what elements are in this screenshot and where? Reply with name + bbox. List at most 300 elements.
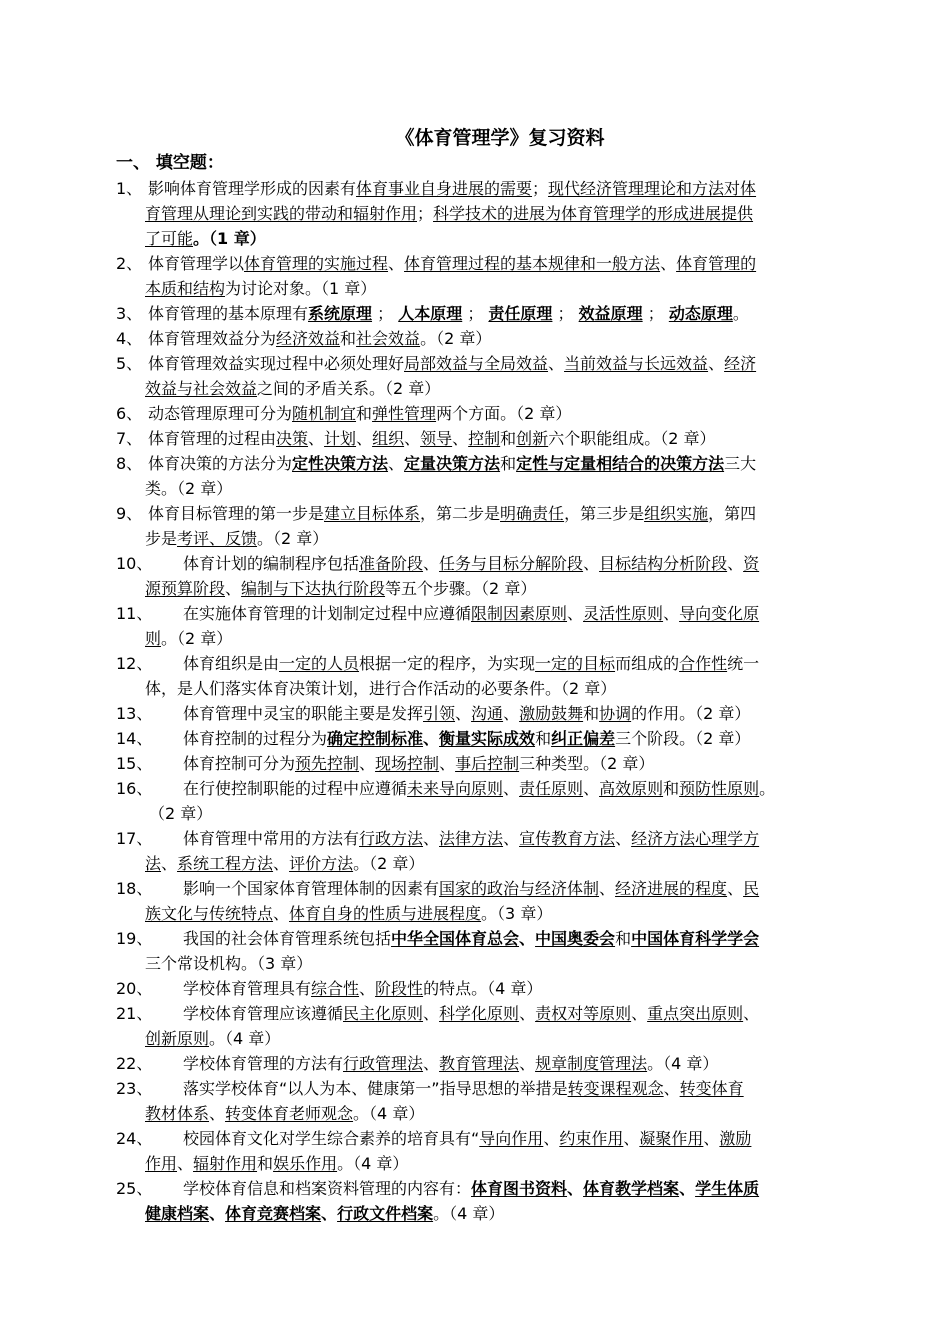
question-text: 、	[543, 1129, 560, 1148]
question-text: 、	[703, 1129, 720, 1148]
question-text: 、	[567, 1179, 584, 1198]
question-text: 、	[423, 554, 440, 573]
question-text: 、	[599, 879, 616, 898]
answer-blank: 纠正偏差	[551, 729, 616, 748]
question-text: 学校体育信息和档案资料管理的内容有：	[183, 1179, 472, 1198]
question-item	[116, 1126, 876, 1176]
question-item	[116, 301, 876, 326]
question-text: 动态管理原理可分为	[148, 404, 293, 423]
answer-blank: 随机制宜	[292, 404, 357, 423]
question-text: 和	[583, 704, 600, 723]
answer-blank: 明确责任	[500, 504, 565, 523]
question-line	[116, 1051, 876, 1076]
question-text: 校园体育文化对学生综合素养的培育具有“	[183, 1129, 480, 1148]
answer-blank: 了可能	[145, 229, 194, 248]
question-number: 3、	[116, 304, 143, 323]
answer-blank: 限制因素原则	[471, 604, 568, 623]
answer-blank: 体育图书资料	[471, 1179, 568, 1198]
question-text: 。	[732, 304, 749, 323]
question-text: 、	[660, 254, 677, 273]
question-text: 、	[548, 354, 565, 373]
question-text: 、	[423, 1004, 440, 1023]
question-text: 体育决策的方法分为	[148, 454, 293, 473]
answer-blank: 决策	[276, 429, 309, 448]
question-line	[116, 176, 876, 201]
answer-blank: 事后控制	[455, 754, 520, 773]
question-item	[116, 651, 876, 701]
question-line	[116, 701, 876, 726]
question-text: 、	[423, 829, 440, 848]
question-text: 、	[423, 729, 440, 748]
question-line	[116, 1026, 876, 1051]
question-number: 16、	[116, 779, 153, 798]
question-item	[116, 726, 876, 751]
question-line	[116, 351, 876, 376]
answer-blank: 考评、反馈	[177, 529, 258, 548]
answer-blank: 源预算阶段	[145, 579, 226, 598]
question-item	[116, 701, 876, 726]
question-line	[116, 326, 876, 351]
question-line	[116, 801, 876, 826]
answer-blank: 体育管理的实施过程	[244, 254, 389, 273]
question-item	[116, 776, 876, 826]
question-text: 、	[743, 1004, 760, 1023]
question-line	[116, 201, 876, 226]
question-text: ，第二步是	[420, 504, 501, 523]
question-text: 落实学校体育“以人为本、健康第一”指导思想的举措是	[183, 1079, 568, 1098]
question-item	[116, 1051, 876, 1076]
question-text: 体育管理中灵宝的职能主要是发挥	[183, 704, 424, 723]
question-number: 17、	[116, 829, 153, 848]
question-text: 。（2 章）	[353, 854, 425, 873]
answer-blank: 定性决策方法	[292, 454, 389, 473]
question-number: 6、	[116, 404, 143, 423]
question-text: 体育管理效益实现过程中必须处理好	[148, 354, 405, 373]
answer-blank: 激励	[719, 1129, 752, 1148]
question-text: 、	[519, 929, 536, 948]
question-text: 和	[340, 329, 357, 348]
question-text: 的特点。（4 章）	[423, 979, 543, 998]
answer-blank: 控制	[468, 429, 501, 448]
answer-blank: 现代经济管理理论和方法对体	[548, 179, 757, 198]
question-text: 、	[308, 429, 325, 448]
answer-blank: 中国体育科学学会	[631, 929, 760, 948]
question-item	[116, 1176, 876, 1226]
question-item	[116, 451, 876, 501]
question-line	[116, 976, 876, 1001]
question-text: 影响一个国家体育管理体制的因素有	[183, 879, 440, 898]
answer-blank: 责任原则	[519, 779, 584, 798]
question-text: 、	[679, 1179, 696, 1198]
answer-blank: 体育竞赛档案	[225, 1204, 322, 1223]
question-text: 。（2 章）	[420, 329, 492, 348]
question-text: 在实施体育管理的计划制定过程中应遵循	[183, 604, 472, 623]
question-text: 、	[404, 429, 421, 448]
question-text: 、	[209, 1204, 226, 1223]
question-text: 体育管理效益分为	[148, 329, 277, 348]
question-text: 、	[623, 1129, 640, 1148]
question-item	[116, 176, 876, 251]
question-text: 、	[503, 704, 520, 723]
answer-blank: 组织实施	[644, 504, 709, 523]
answer-blank: 导向作用	[479, 1129, 544, 1148]
answer-blank: 规章制度管理法	[535, 1054, 648, 1073]
question-text: 。（4 章）	[647, 1054, 719, 1073]
answer-blank: 一定的目标	[535, 654, 616, 673]
question-item	[116, 251, 876, 301]
question-text: 、	[615, 829, 632, 848]
question-number: 9、	[116, 504, 143, 523]
question-line	[116, 551, 876, 576]
question-number: 21、	[116, 1004, 153, 1023]
answer-blank: 协调	[599, 704, 632, 723]
question-text: 和	[257, 1154, 274, 1173]
answer-blank: 效益与社会效益	[145, 379, 258, 398]
question-text: 统一	[727, 654, 760, 673]
answer-blank: 评价方法	[289, 854, 354, 873]
question-text: 学校体育管理应该遵循	[183, 1004, 344, 1023]
answer-blank: 经济方法心理学方	[631, 829, 760, 848]
question-text: 体育管理中常用的方法有	[183, 829, 360, 848]
question-text: （2 章）	[149, 804, 213, 823]
answer-blank: 行政方法	[359, 829, 424, 848]
question-line	[116, 1101, 876, 1126]
answer-blank: 未来导向原则	[407, 779, 504, 798]
answer-blank: 本质和结构	[145, 279, 226, 298]
answer-blank: 作用	[145, 1154, 178, 1173]
answer-blank: 目标结构分析阶段	[599, 554, 728, 573]
question-number: 15、	[116, 754, 153, 773]
answer-blank: 教材体系	[145, 1104, 210, 1123]
question-text: 、	[519, 1054, 536, 1073]
answer-blank: 创新原则	[145, 1029, 210, 1048]
answer-blank: 科学化原则	[439, 1004, 520, 1023]
answer-blank: 学生体质	[695, 1179, 760, 1198]
answer-blank: 创新	[516, 429, 549, 448]
question-text: 为讨论对象。（1 章）	[225, 279, 377, 298]
question-line	[116, 901, 876, 926]
question-number: 23、	[116, 1079, 153, 1098]
question-text: 。（1 章）	[193, 229, 266, 248]
question-text: 体育目标管理的第一步是	[148, 504, 325, 523]
answer-blank: 计划	[324, 429, 357, 448]
answer-blank: 重点突出原则	[647, 1004, 744, 1023]
question-text: 、	[727, 879, 744, 898]
question-text: 、	[209, 1104, 226, 1123]
question-line	[116, 1076, 876, 1101]
question-text: 三个常设机构。（3 章）	[145, 954, 313, 973]
question-number: 22、	[116, 1054, 153, 1073]
question-line	[116, 1151, 876, 1176]
question-line	[116, 1176, 876, 1201]
answer-blank: 系统原理	[308, 304, 373, 323]
question-text: 体，是人们落实体育决策计划，进行合作活动的必要条件。（2 章）	[145, 679, 617, 698]
answer-blank: 局部效益与全局效益	[404, 354, 549, 373]
question-line	[116, 951, 876, 976]
question-line	[116, 376, 876, 401]
answer-blank: 动态原理	[668, 304, 733, 323]
question-text: 三个阶段。（2 章）	[615, 729, 751, 748]
question-text: 等五个步骤。（2 章）	[385, 579, 537, 598]
question-line	[116, 251, 876, 276]
question-text: 、	[321, 1204, 338, 1223]
answer-blank: 辐射作用	[193, 1154, 258, 1173]
answer-blank: 体育事业自身进展的需要	[356, 179, 533, 198]
question-text: 、	[388, 254, 405, 273]
question-text: 、	[503, 779, 520, 798]
answer-blank: 系统工程方法	[177, 854, 274, 873]
question-text: 、	[177, 1154, 194, 1173]
question-line	[116, 226, 876, 251]
question-line	[116, 276, 876, 301]
question-item	[116, 751, 876, 776]
question-text: 、	[359, 979, 376, 998]
question-line	[116, 626, 876, 651]
question-item	[116, 876, 876, 926]
question-line	[116, 651, 876, 676]
answer-blank: 中国奥委会	[535, 929, 616, 948]
question-number: 20、	[116, 979, 153, 998]
answer-blank: 建立目标体系	[324, 504, 421, 523]
question-text: ；	[532, 179, 549, 198]
question-text: 体育管理的过程由	[148, 429, 277, 448]
question-line	[116, 476, 876, 501]
question-text: 体育计划的编制程序包括	[183, 554, 360, 573]
answer-blank: 综合性	[311, 979, 360, 998]
question-text: ，第四	[708, 504, 757, 523]
question-item	[116, 1076, 876, 1126]
question-item	[116, 1001, 876, 1051]
question-text: 和	[663, 779, 680, 798]
question-text: 步是	[145, 529, 178, 548]
answer-blank: 现场控制	[375, 754, 440, 773]
question-number: 7、	[116, 429, 143, 448]
question-text: 。（2 章）	[257, 529, 329, 548]
question-line	[116, 726, 876, 751]
question-text: 、	[503, 829, 520, 848]
answer-blank: 高效原则	[599, 779, 664, 798]
question-number: 24、	[116, 1129, 153, 1148]
question-text: 、	[631, 1004, 648, 1023]
question-line	[116, 851, 876, 876]
answer-blank: 民主化原则	[343, 1004, 424, 1023]
question-text: 、	[161, 854, 178, 873]
answer-blank: 预防性原则	[679, 779, 760, 798]
answer-blank: 激励鼓舞	[519, 704, 584, 723]
answer-blank: 引领	[423, 704, 456, 723]
question-line	[116, 926, 876, 951]
question-item	[116, 926, 876, 976]
question-line	[116, 426, 876, 451]
question-line	[116, 1001, 876, 1026]
answer-blank: 约束作用	[559, 1129, 624, 1148]
question-text: 。（4 章）	[337, 1154, 409, 1173]
answer-blank: 国家的政治与经济体制	[439, 879, 600, 898]
answer-blank: 法	[145, 854, 162, 873]
question-text: 、	[359, 754, 376, 773]
question-text: 和	[500, 429, 517, 448]
question-item	[116, 326, 876, 351]
answer-blank: 任务与目标分解阶段	[439, 554, 584, 573]
answer-blank: 定性与定量相结合的决策方法	[516, 454, 725, 473]
question-text: 。（3 章）	[481, 904, 553, 923]
question-text: 学校体育管理的方法有	[183, 1054, 344, 1073]
answer-blank: 经济	[724, 354, 757, 373]
answer-blank: 灵活性原则	[583, 604, 664, 623]
question-text: ；	[642, 304, 669, 323]
answer-blank: 族文化与传统特点	[145, 904, 274, 923]
question-line	[116, 451, 876, 476]
question-number: 2、	[116, 254, 143, 273]
answer-blank: 转变体育老师观念	[225, 1104, 354, 1123]
question-item	[116, 426, 876, 451]
question-text: 体育组织是由	[183, 654, 280, 673]
section-heading-fill-in-blanks: 一、 填空题：	[116, 153, 224, 173]
question-text: 、	[519, 1004, 536, 1023]
question-number: 5、	[116, 354, 143, 373]
question-item	[116, 601, 876, 651]
question-line	[116, 601, 876, 626]
question-text: 体育控制可分为	[183, 754, 296, 773]
answer-blank: 体育管理的	[676, 254, 757, 273]
answer-blank: 合作性	[679, 654, 728, 673]
question-text: 的作用。（2 章）	[631, 704, 751, 723]
question-text: 。（4 章）	[433, 1204, 505, 1223]
question-line	[116, 676, 876, 701]
question-text: 而组成的	[615, 654, 680, 673]
question-text: 和	[500, 454, 517, 473]
question-number: 8、	[116, 454, 143, 473]
question-item	[116, 976, 876, 1001]
answer-blank: 中华全国体育总会	[391, 929, 520, 948]
answer-blank: 科学技术的进展为体育管理学的形成进展提供	[433, 204, 754, 223]
question-text: 三大	[724, 454, 757, 473]
question-line	[116, 776, 876, 801]
answer-blank: 经济效益	[276, 329, 341, 348]
answer-blank: 责任原理	[488, 304, 553, 323]
question-text: 我国的社会体育管理系统包括	[183, 929, 392, 948]
answer-blank: 预先控制	[295, 754, 360, 773]
question-text: 、	[455, 704, 472, 723]
answer-blank: 育管理从理论到实践的带动和辐射作用	[145, 204, 418, 223]
question-number: 11、	[116, 604, 153, 623]
answer-blank: 则	[145, 629, 162, 648]
question-text: 、	[663, 1079, 680, 1098]
question-text: 根据一定的程序，为实现	[359, 654, 536, 673]
question-text: 、	[356, 429, 373, 448]
question-text: 六个职能组成。（2 章）	[548, 429, 716, 448]
question-text: 、	[583, 554, 600, 573]
question-line	[116, 301, 876, 326]
answer-blank: 效益原理	[578, 304, 643, 323]
answer-blank: 准备阶段	[359, 554, 424, 573]
question-text: 在行使控制职能的过程中应遵循	[183, 779, 408, 798]
answer-blank: 体育教学档案	[583, 1179, 680, 1198]
answer-blank: 健康档案	[145, 1204, 210, 1223]
question-line	[116, 576, 876, 601]
question-number: 13、	[116, 704, 153, 723]
question-number: 14、	[116, 729, 153, 748]
question-text: 、	[567, 604, 584, 623]
question-text: 之间的矛盾关系。（2 章）	[257, 379, 441, 398]
question-text: 体育管理学以	[148, 254, 245, 273]
question-item	[116, 501, 876, 551]
answer-blank: 弹性管理	[372, 404, 437, 423]
answer-blank: 责权对等原则	[535, 1004, 632, 1023]
question-line	[116, 1201, 876, 1226]
question-text: 、	[663, 604, 680, 623]
question-text: 学校体育管理具有	[183, 979, 312, 998]
answer-blank: 领导	[420, 429, 453, 448]
question-text: 。	[759, 779, 776, 798]
question-text: 。（4 章）	[209, 1029, 281, 1048]
question-text: 三种类型。（2 章）	[519, 754, 655, 773]
question-number: 4、	[116, 329, 143, 348]
question-item	[116, 351, 876, 401]
question-line	[116, 751, 876, 776]
answer-blank: 体育管理过程的基本规律和一般方法	[404, 254, 661, 273]
answer-blank: 社会效益	[356, 329, 421, 348]
question-number: 12、	[116, 654, 153, 673]
question-text: 体育控制的过程分为	[183, 729, 328, 748]
answer-blank: 资	[743, 554, 760, 573]
answer-blank: 定量决策方法	[404, 454, 501, 473]
question-text: 、	[583, 779, 600, 798]
question-text: 两个方面。（2 章）	[436, 404, 572, 423]
answer-blank: 凝聚作用	[639, 1129, 704, 1148]
answer-blank: 编制与下达执行阶段	[241, 579, 386, 598]
question-text: ，第三步是	[564, 504, 645, 523]
answer-blank: 宣传教育方法	[519, 829, 616, 848]
answer-blank: 转变课程观念	[567, 1079, 664, 1098]
question-number: 1、	[116, 179, 143, 198]
answer-blank: 体育自身的性质与进展程度	[289, 904, 482, 923]
question-text: 、	[273, 854, 290, 873]
answer-blank: 阶段性	[375, 979, 424, 998]
question-text: 类。（2 章）	[145, 479, 233, 498]
answer-blank: 教育管理法	[439, 1054, 520, 1073]
answer-blank: 人本原理	[398, 304, 463, 323]
question-number: 18、	[116, 879, 153, 898]
question-number: 19、	[116, 929, 153, 948]
answer-blank: 行政文件档案	[337, 1204, 434, 1223]
question-text: 。（2 章）	[161, 629, 233, 648]
question-line	[116, 826, 876, 851]
question-line	[116, 401, 876, 426]
question-line	[116, 1126, 876, 1151]
question-number: 25、	[116, 1179, 153, 1198]
question-text: ；	[552, 304, 579, 323]
answer-blank: 娱乐作用	[273, 1154, 338, 1173]
question-text: 、	[423, 1054, 440, 1073]
question-text: 、	[439, 754, 456, 773]
question-text: ；	[417, 204, 434, 223]
question-text: 影响体育管理学形成的因素有	[148, 179, 357, 198]
answer-blank: 行政管理法	[343, 1054, 424, 1073]
answer-blank: 转变体育	[679, 1079, 744, 1098]
question-text: 。（4 章）	[353, 1104, 425, 1123]
question-text: ；	[372, 304, 399, 323]
question-line	[116, 876, 876, 901]
document-title: 《体育管理学》复习资料	[395, 127, 605, 149]
question-text: 和	[615, 929, 632, 948]
question-number: 10、	[116, 554, 153, 573]
question-text: 体育管理的基本原理有	[148, 304, 309, 323]
question-text: 、	[708, 354, 725, 373]
question-text: 、	[273, 904, 290, 923]
question-text: 、	[388, 454, 405, 473]
answer-blank: 组织	[372, 429, 405, 448]
